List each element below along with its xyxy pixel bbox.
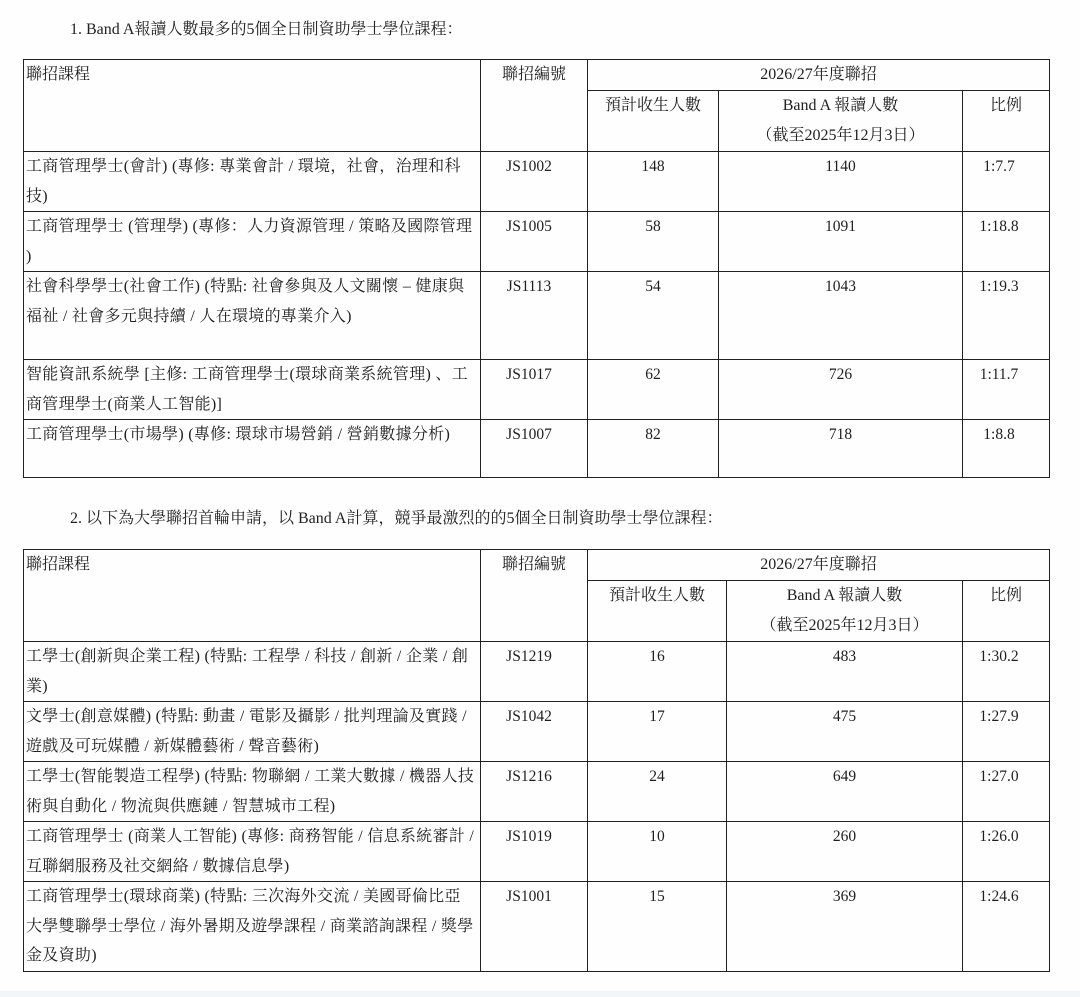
column-header-code: 聯招編號 <box>481 550 588 642</box>
code-cell: JS1216 <box>481 762 588 822</box>
section-2-heading: 2. 以下為大學聯招首輪申請，以 Band A計算，競爭最激烈的的5個全日制資助學士學位課程： <box>70 510 723 527</box>
table-row <box>24 702 1050 762</box>
ratio-cell: 1:30.2 <box>963 642 1050 702</box>
code-cell: JS1005 <box>481 212 588 272</box>
header-row-top <box>24 60 1050 91</box>
band-a-cell: 483 <box>727 642 963 702</box>
intake-cell: 24 <box>588 762 727 822</box>
column-header-band-a <box>719 91 963 152</box>
section-1-heading: 1. Band A報讀人數最多的5個全日制資助學士學位課程： <box>70 21 463 38</box>
intake-cell: 82 <box>588 420 719 478</box>
band-a-cell: 1091 <box>719 212 963 272</box>
programme-cell: 工商管理學士(市場學) (專修: 環球市場營銷 / 營銷數據分析) <box>24 420 481 478</box>
column-header-band-a <box>727 581 963 642</box>
column-group-year: 2026/27年度聯招 <box>588 60 1050 91</box>
code-cell: JS1007 <box>481 420 588 478</box>
code-cell: JS1219 <box>481 642 588 702</box>
ratio-cell: 1:27.9 <box>963 702 1050 762</box>
table-row <box>24 762 1050 822</box>
band-a-cell: 726 <box>719 360 963 420</box>
code-cell: JS1042 <box>481 702 588 762</box>
ratio-cell: 1:19.3 <box>963 272 1050 360</box>
column-header-intake: 預計收生人數 <box>588 581 727 642</box>
ratio-cell: 1:26.0 <box>963 822 1050 882</box>
intake-cell: 15 <box>588 882 727 972</box>
band-a-cell: 1140 <box>719 152 963 212</box>
code-cell: JS1113 <box>481 272 588 360</box>
table-row <box>24 272 1050 360</box>
programme-cell: 工學士(創新與企業工程) (特點: 工程學 / 科技 / 創新 / 企業 / 創業) <box>24 642 481 702</box>
programme-cell: 工商管理學士(會計) (專修: 專業會計 / 環境，社會，治理和科技) <box>24 152 481 212</box>
table-row <box>24 822 1050 882</box>
programme-cell: 智能資訊系統學 [主修: 工商管理學士(環球商業系統管理) 、工商管理學士(商業人工智能)] <box>24 360 481 420</box>
table-row <box>24 212 1050 272</box>
band-a-cell: 475 <box>727 702 963 762</box>
column-group-year: 2026/27年度聯招 <box>588 550 1050 581</box>
page-bottom-edge <box>0 991 1080 997</box>
band-a-cell: 260 <box>727 822 963 882</box>
column-header-programme: 聯招課程 <box>24 550 481 642</box>
ratio-cell: 1:24.6 <box>963 882 1050 972</box>
intake-cell: 62 <box>588 360 719 420</box>
code-cell: JS1017 <box>481 360 588 420</box>
table-row <box>24 360 1050 420</box>
programme-cell: 工商管理學士 (管理學) (專修：人力資源管理 / 策略及國際管理 ) <box>24 212 481 272</box>
intake-cell: 58 <box>588 212 719 272</box>
intake-cell: 17 <box>588 702 727 762</box>
intake-cell: 10 <box>588 822 727 882</box>
programme-cell: 工商管理學士 (商業人工智能) (專修: 商務智能 / 信息系統審計 / 互聯網服務及社交網絡 / 數據信息學) <box>24 822 481 882</box>
code-cell: JS1001 <box>481 882 588 972</box>
column-header-ratio: 比例 <box>963 581 1050 642</box>
column-header-programme: 聯招課程 <box>24 60 481 152</box>
ratio-cell: 1:18.8 <box>963 212 1050 272</box>
programme-cell: 工商管理學士(環球商業) (特點: 三次海外交流 / 美國哥倫比亞大學雙聯學士學位 / 海外暑期及遊學課程 / 商業諮詢課程 / 獎學金及資助) <box>24 882 481 972</box>
code-cell: JS1019 <box>481 822 588 882</box>
code-cell: JS1002 <box>481 152 588 212</box>
band-a-cell: 1043 <box>719 272 963 360</box>
ratio-cell: 1:11.7 <box>963 360 1050 420</box>
programme-cell: 社會科學學士(社會工作) (特點: 社會參與及人文關懷 – 健康與福祉 / 社會多元與持續 / 人在環境的專業介入) <box>24 272 481 360</box>
table-row <box>24 152 1050 212</box>
band-a-cell: 718 <box>719 420 963 478</box>
intake-cell: 16 <box>588 642 727 702</box>
most-applicants-table <box>23 59 1050 478</box>
intake-cell: 148 <box>588 152 719 212</box>
programme-cell: 文學士(創意媒體) (特點: 動畫 / 電影及攝影 / 批判理論及實踐 / 遊戲及可玩媒體 / 新媒體藝術 / 聲音藝術) <box>24 702 481 762</box>
band-a-label: Band A 報讀人數 <box>782 97 899 114</box>
column-header-intake: 預計收生人數 <box>588 91 719 152</box>
column-header-ratio: 比例 <box>963 91 1050 152</box>
programme-cell: 工學士(智能製造工程學) (特點: 物聯網 / 工業大數據 / 機器人技術與自動化 / 物流與供應鏈 / 智慧城市工程) <box>24 762 481 822</box>
intake-cell: 54 <box>588 272 719 360</box>
ratio-cell: 1:7.7 <box>963 152 1050 212</box>
table-row <box>24 420 1050 478</box>
band-a-date-note: （截至2025年12月3日） <box>760 617 929 634</box>
header-row-top <box>24 550 1050 581</box>
ratio-cell: 1:27.0 <box>963 762 1050 822</box>
column-header-code: 聯招編號 <box>481 60 588 152</box>
table-row <box>24 642 1050 702</box>
band-a-cell: 369 <box>727 882 963 972</box>
table-row <box>24 882 1050 972</box>
band-a-date-note: （截至2025年12月3日） <box>756 127 925 144</box>
ratio-cell: 1:8.8 <box>963 420 1050 478</box>
band-a-label: Band A 報讀人數 <box>786 587 903 604</box>
most-competitive-table <box>23 549 1050 972</box>
band-a-cell: 649 <box>727 762 963 822</box>
